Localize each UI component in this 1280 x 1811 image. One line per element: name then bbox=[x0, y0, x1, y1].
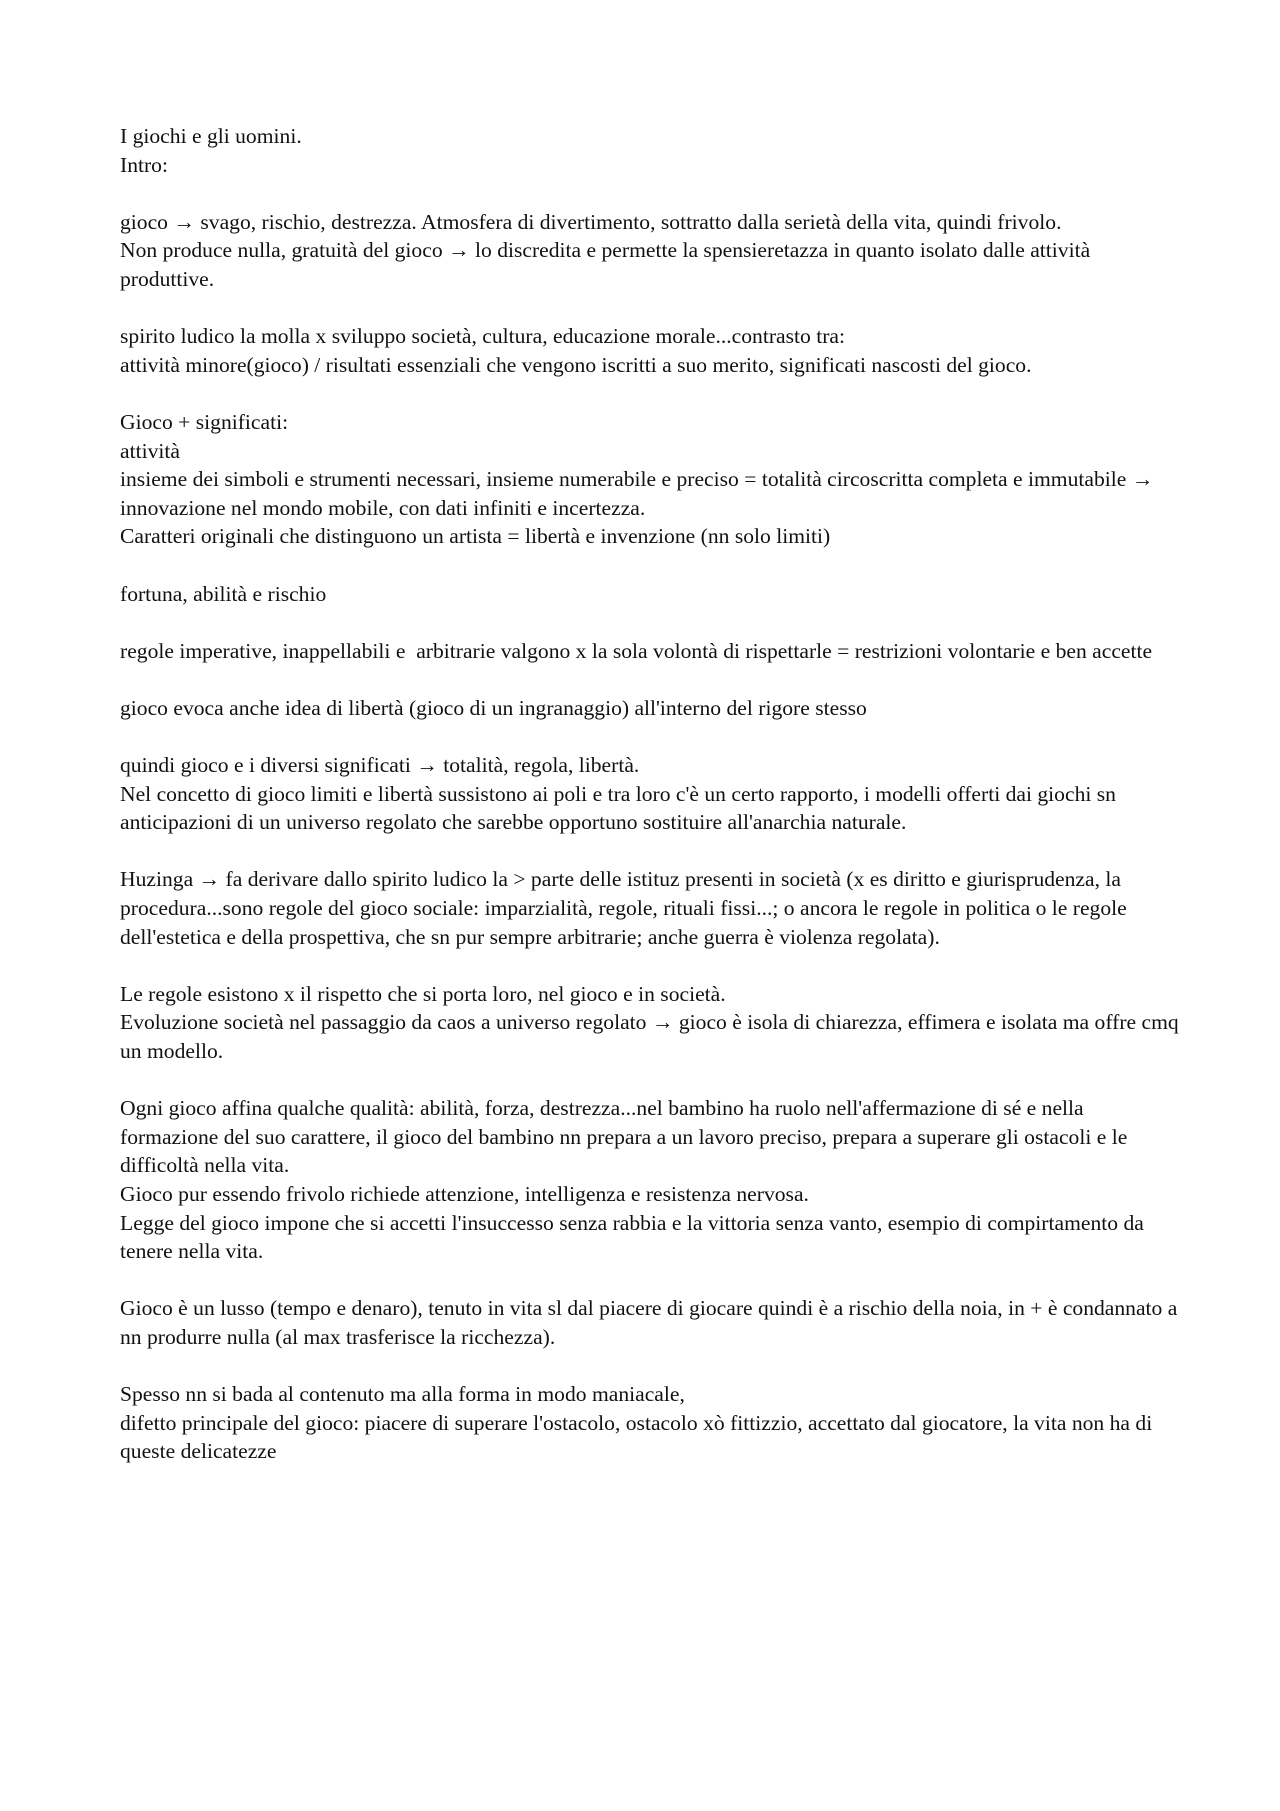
section-heading-intro: Intro: bbox=[120, 152, 168, 177]
text-line: Gioco + significati: bbox=[120, 409, 289, 434]
text-line: quindi gioco e i diversi significati → totalità, regola, libertà. bbox=[120, 753, 640, 778]
text-line: Legge del gioco impone che si accetti l'insuccesso senza rabbia e la vittoria senza vanto, esempio di compirtamento da tenere nella vita. bbox=[120, 1210, 1150, 1264]
document-title: I giochi e gli uomini. bbox=[120, 124, 302, 148]
text-line: spirito ludico la molla x sviluppo società, cultura, educazione morale...contrasto tra: bbox=[120, 324, 845, 349]
text-line: difetto principale del gioco: piacere di superare l'ostacolo, ostacolo xò fittizzio, accettato dal giocatore, la vita non ha di queste delicatezze bbox=[120, 1410, 1158, 1464]
paragraph-liberta bbox=[120, 694, 1180, 723]
text-line: Ogni gioco affina qualche qualità: abilità, forza, destrezza...nel bambino ha ruolo nell'affermazione di sé e nella formazione del suo carattere, il gioco del bambino nn prepara a un lavoro preciso, prepara a superare gli ostacoli e le difficoltà nella vita. bbox=[120, 1096, 1133, 1178]
text-line: regole imperative, inappellabili e arbitrarie valgono x la sola volontà di rispettarle = restrizioni volontarie e ben accette bbox=[120, 638, 1153, 663]
document-page bbox=[120, 122, 1185, 1495]
paragraph-qualita bbox=[120, 1094, 1180, 1266]
text-line: Gioco pur essendo frivolo richiede attenzione, intelligenza e resistenza nervosa. bbox=[120, 1181, 809, 1206]
paragraph-lusso bbox=[120, 1294, 1183, 1351]
text-line: Huzinga → fa derivare dallo spirito ludico la > parte delle istituz presenti in società (x es diritto e giurisprudenza, la procedura...sono regole del gioco sociale: imparzialità, regole, rituali fissi...; o ancora le regole in politica o le regole dell'estetica e della prospettiva, che sn pur sempre arbitrarie; anche guerra è violenza regolata). bbox=[120, 867, 1133, 949]
text-line: Evoluzione società nel passaggio da caos a universo regolato → gioco è isola di chiarezza, effimera e isolata ma offre cmq un modello. bbox=[120, 1010, 1185, 1063]
paragraph-regole-esistono bbox=[120, 980, 1185, 1066]
text-line: attività minore(gioco) / risultati essenziali che vengono iscritti a suo merito, significati nascosti del gioco. bbox=[120, 352, 1032, 377]
paragraph-regole bbox=[120, 637, 1180, 666]
text-line: Nel concetto di gioco limiti e libertà sussistono ai poli e tra loro c'è un certo rapporto, i modelli offerti dai giochi sn anticipazioni di un universo regolato che sarebbe opportuno sostituire all'anarchia naturale. bbox=[120, 781, 1122, 835]
paragraph-forma bbox=[120, 1380, 1180, 1466]
paragraph-totalita bbox=[120, 751, 1180, 837]
text-line: Spesso nn si bada al contenuto ma alla forma in modo maniacale, bbox=[120, 1382, 685, 1407]
text-line: Le regole esistono x il rispetto che si porta loro, nel gioco e in società. bbox=[120, 981, 726, 1006]
paragraph-huzinga bbox=[120, 865, 1180, 951]
text-line: Gioco è un lusso (tempo e denaro), tenuto in vita sl dal piacere di giocare quindi è a rischio della noia, in + è condannato a nn produrre nulla (al max trasferisce la ricchezza). bbox=[120, 1296, 1183, 1349]
text-line: gioco evoca anche idea di libertà (gioco di un ingranaggio) all'interno del rigore stesso bbox=[120, 695, 867, 720]
paragraph-significati bbox=[120, 408, 1180, 551]
paragraph-gioco-definizione bbox=[120, 208, 1180, 294]
paragraph-title bbox=[120, 122, 1180, 179]
text-line: Caratteri originali che distinguono un artista = libertà e invenzione (nn solo limiti) bbox=[120, 524, 831, 549]
text-line: fortuna, abilità e rischio bbox=[120, 581, 327, 606]
paragraph-fortuna bbox=[120, 580, 1180, 609]
text-line: Non produce nulla, gratuità del gioco → lo discredita e permette la spensieretazza in quanto isolato dalle attività produttive. bbox=[120, 238, 1096, 291]
paragraph-spirito-ludico bbox=[120, 322, 1180, 379]
text-line: gioco → svago, rischio, destrezza. Atmosfera di divertimento, sottratto dalla serietà della vita, quindi frivolo. bbox=[120, 209, 1062, 234]
text-line: attività bbox=[120, 438, 180, 463]
text-line: insieme dei simboli e strumenti necessari, insieme numerabile e preciso = totalità circoscritta completa e immutabile → innovazione nel mondo mobile, con dati infiniti e incertezza. bbox=[120, 467, 1159, 520]
